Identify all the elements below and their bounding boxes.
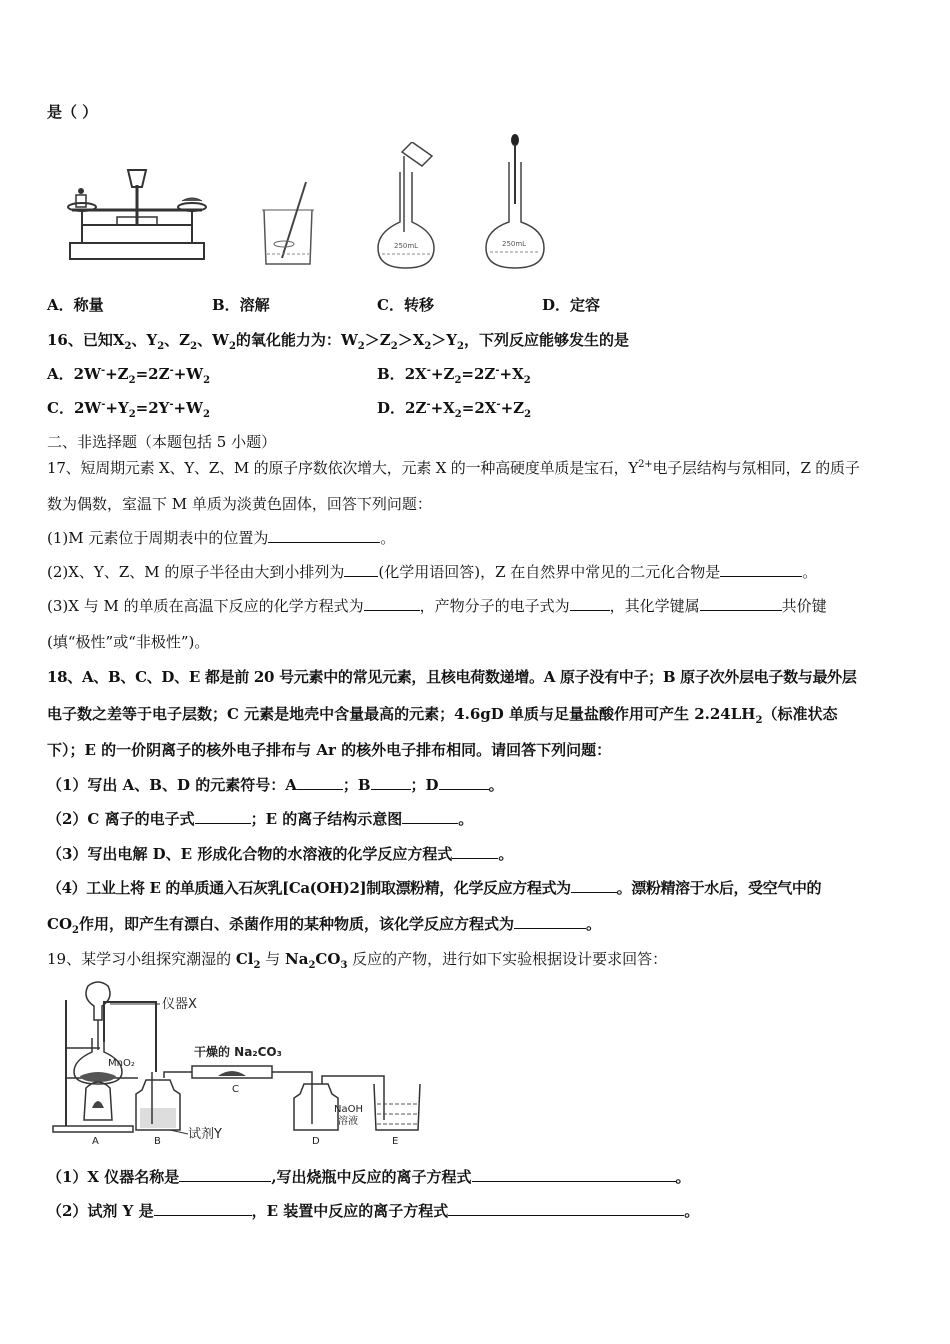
dry-na2co3-label: 干燥的 Na₂CO₃	[194, 1045, 282, 1059]
label-e: E	[392, 1136, 399, 1147]
q17-part1: (1)M 元素位于周期表中的位置为 。	[47, 529, 396, 547]
label-b: B	[154, 1136, 161, 1147]
balance-illustration	[62, 165, 212, 265]
q18-part3: （3）写出电解 D、E 形成化合物的水溶液的化学反应方程式 。	[47, 845, 514, 863]
instrument-x-label: 仪器X	[162, 997, 197, 1012]
volumetric-flask-illustration	[480, 134, 550, 274]
q19-stem: 19、某学习小组探究潮湿的 $Cl_2$ 与 $Na_2CO_3$ 反应的产物，进行如下实验根据设计要求回答：	[47, 950, 668, 971]
q17-line1: 17、短周期元素 X、Y、Z、M 的原子序数依次增大，元素 X 的一种高硬度单质是宝石，$Y^{2+}$电子层结构与氖相同，Z 的质子	[47, 459, 860, 477]
q17-line2: 数为偶数，室温下 M 单质为淡黄色固体，回答下列问题：	[47, 495, 432, 513]
beaker-stir-illustration	[258, 180, 318, 270]
q16-option-c: C．$2W^-+Y_2=2Y^-+W_2$	[47, 399, 210, 420]
q18-line3: 下）；E 的一价阴离子的核外电子排布与 Ar 的核外电子排布相同。请回答下列问题：	[47, 741, 612, 759]
option-b-dissolve: B．溶解	[212, 296, 270, 314]
q19-part1: （1）X 仪器名称是 ,写出烧瓶中反应的离子方程式 。	[47, 1168, 691, 1186]
label-c: C	[232, 1084, 239, 1095]
q17-part3-line2: (填“极性”或“非极性”)。	[47, 633, 210, 651]
q18-part4-line2: $CO_2$作用，即产生有漂白、杀菌作用的某种物质，该化学反应方程式为 。	[47, 915, 602, 936]
mno2-label: MnO₂	[108, 1058, 135, 1069]
q18-line1: 18、A、B、C、D、E 都是前 20 号元素中的常见元素，且核电荷数递增。A 原子没有中子；B 原子次外层电子数与最外层	[47, 668, 857, 686]
q16-option-d: D．$2Z^-+X_2=2X^-+Z_2$	[377, 399, 532, 420]
q18-line2: 电子数之差等于电子层数；C 元素是地壳中含量最高的元素；4.6gD 单质与足量盐酸作用可产生 $2.24LH_2$（标准状态	[47, 705, 838, 726]
q16-stem: 16、已知$X_2$、$Y_2$、$Z_2$、$W_2$的氧化能力为：$W_2>Z_2>X_2>Y_2$，下列反应能够发生的是	[47, 331, 629, 352]
q18-part2: （2）C 离子的电子式 ；E 的离子结构示意图 。	[47, 810, 474, 828]
transfer-illustration	[372, 142, 452, 272]
q16-option-a: A．$2W^-+Z_2=2Z^-+W_2$	[47, 365, 211, 386]
option-d-fix-volume: D．定容	[542, 296, 601, 314]
option-c-transfer: C．转移	[377, 296, 434, 314]
q18-part4: （4）工业上将 E 的单质通入石灰乳[Ca(OH)2]制取漂粉精，化学反应方程式为 。漂粉精溶于水后，受空气中的	[47, 879, 822, 897]
svg-text:250mL: 250mL	[394, 242, 419, 250]
option-a-weigh: A．称量	[47, 296, 104, 314]
svg-text:250mL: 250mL	[502, 240, 527, 248]
question-tail: 是（ ）	[47, 103, 98, 121]
label-d: D	[312, 1136, 320, 1147]
q17-part3: (3)X 与 M 的单质在高温下反应的化学方程式为 ，产物分子的电子式为 ，其化学键属 共价键	[47, 597, 827, 615]
reagent-y-label: 试剂Y	[188, 1127, 222, 1142]
q18-part1: （1）写出 A、B、D 的元素符号：A ；B ；D 。	[47, 776, 504, 794]
label-a: A	[92, 1136, 99, 1147]
section-title: 二、非选择题（本题包括 5 小题）	[47, 433, 277, 451]
q16-option-b: B．$2X^-+Z_2=2Z^-+X_2$	[377, 365, 531, 386]
q17-part2: (2)X、Y、Z、M 的原子半径由大到小排列为 (化学用语回答)，Z 在自然界中常见的二元化合物是 。	[47, 563, 818, 581]
chlorine-apparatus-diagram	[48, 980, 428, 1148]
solution-label: 溶液	[338, 1116, 358, 1127]
q19-part2: （2）试剂 Y 是 ，E 装置中反应的离子方程式 。	[47, 1202, 700, 1220]
naoh-label: NaOH	[334, 1104, 363, 1115]
